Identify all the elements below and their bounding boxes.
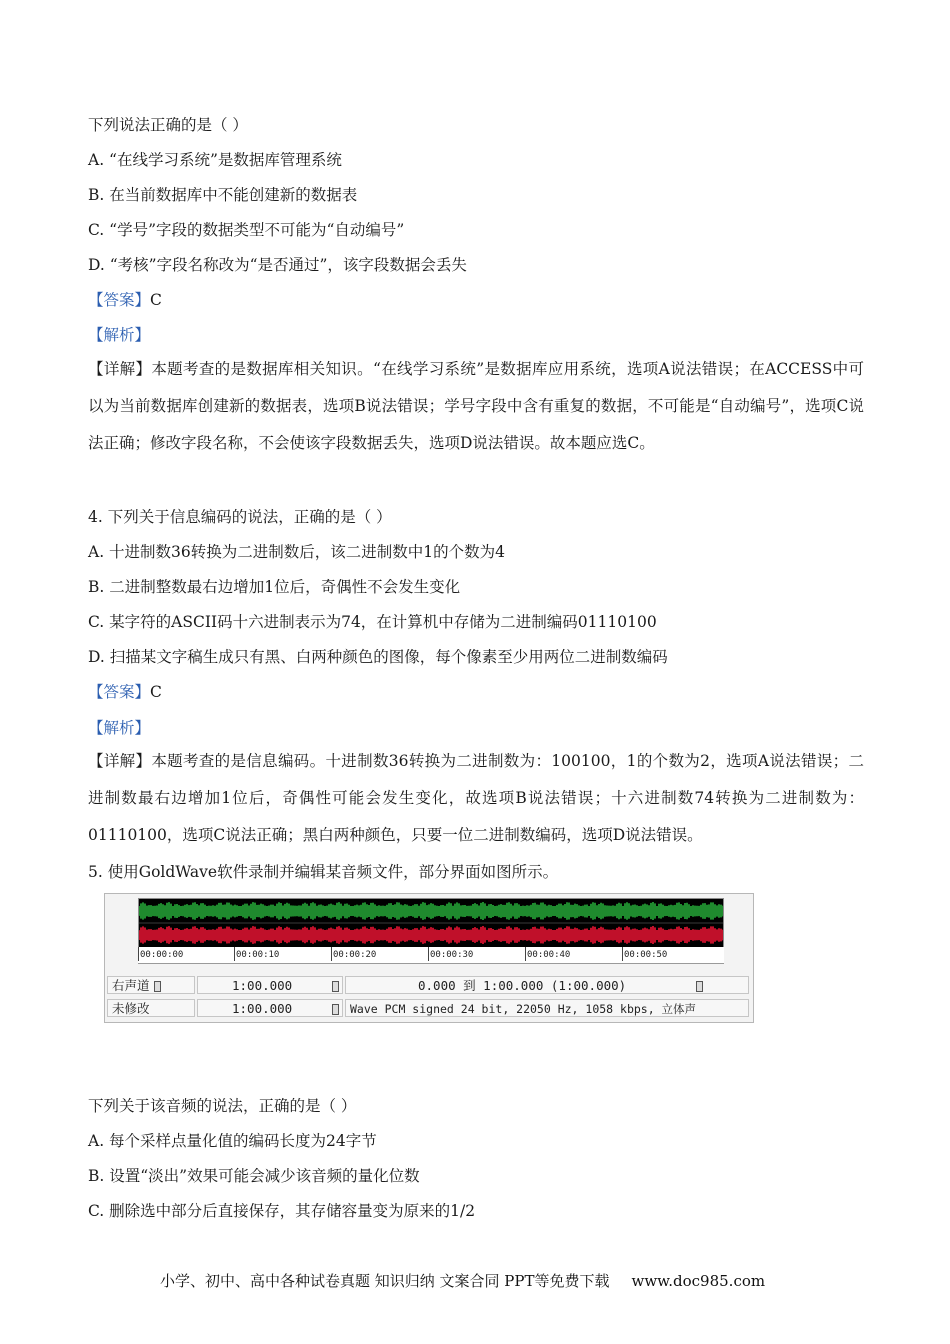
q4-option-c: C. 某字符的ASCII码十六进制表示为74，在计算机中存储为二进制编码01110100 [88,613,657,631]
q5-question: 下列关于该音频的说法，正确的是（ ） [88,1097,357,1115]
q4-stem: 4. 下列关于信息编码的说法，正确的是（ ） [88,508,392,526]
q5-option-b: B. 设置“淡出”效果可能会减少该音频的量化位数 [88,1167,420,1185]
waveform-graphic [139,899,723,947]
footer-url[interactable]: www.doc985.com [631,1272,766,1290]
q5-option-c: C. 删除选中部分后直接保存，其存储容量变为原来的1/2 [88,1202,476,1220]
grip-icon [154,981,161,992]
detail-text: 本题考查的是数据库相关知识。“在线学习系统”是数据库应用系统，选项A说法错误；在ACCESS中可以为当前数据库创建新的数据表，选项B说法错误；学号字段中含有重复的数据，不可能是“自动编号”，选项C说法正确；修改字段名称，不会使该字段数据丢失，选项D说法错误。故本题应选C。 [88,360,864,452]
footer [160,1270,765,1291]
timeline-label: 00:00:20 [333,950,376,960]
format-cell: Wave PCM signed 24 bit, 22050 Hz, 1058 kbps, 立体声 [345,999,749,1017]
q4-option-a: A. 十进制数36转换为二进制数后，该二进制数中1的个数为4 [88,543,505,561]
q4-answer [88,682,162,702]
timeline-label: 00:00:10 [236,950,279,960]
q4-detail [88,743,864,854]
status-row-2 [107,997,749,1019]
grip-icon [332,981,339,992]
q3-detail [88,351,864,462]
q3-stem: 下列说法正确的是（ ） [88,116,248,134]
timeline-label: 00:00:40 [527,950,570,960]
detail-text: 本题考查的是信息编码。十进制数36转换为二进制数为：100100，1的个数为2，选项A说法错误；二进制数最右边增加1位后，奇偶性可能会发生变化，故选项B说法错误；十六进制数74转换为二进制数为：01110100，选项C说法正确；黑白两种颜色，只要一位二进制数编码，选项D说法错误。 [88,752,864,844]
answer-value: C [150,683,162,701]
timeline-label: 00:00:00 [140,950,183,960]
grip-icon [332,1004,339,1015]
footer-text: 小学、初中、高中各种试卷真题 知识归纳 文案合同 PPT等免费下载 [160,1272,610,1290]
status-row-1 [107,974,749,996]
timeline-ruler [138,947,724,964]
state-cell: 未修改 [107,999,195,1017]
timeline-label: 00:00:50 [624,950,667,960]
q5-option-a: A. 每个采样点量化值的编码长度为24字节 [88,1132,377,1150]
answer-tag: 【答案】 [88,683,151,701]
answer-value: C [150,291,162,309]
goldwave-screenshot [104,893,754,1023]
q3-analysis-tag: 【解析】 [88,326,151,344]
q3-option-c: C. “学号”字段的数据类型不可能为“自动编号” [88,221,405,239]
waveform-display [138,898,724,948]
q3-option-a: A. “在线学习系统”是数据库管理系统 [88,151,342,169]
q3-answer [88,290,162,310]
q3-option-b: B. 在当前数据库中不能创建新的数据表 [88,186,358,204]
q5-stem: 5. 使用GoldWave软件录制并编辑某音频文件，部分界面如图所示。 [88,863,559,881]
left-channel-wave [139,902,723,920]
length-cell: 1:00.000 [197,976,343,994]
q3-option-d: D. “考核”字段名称改为“是否通过”，该字段数据会丢失 [88,256,467,274]
detail-tag: 【详解】 [88,752,152,770]
length-cell: 1:00.000 [197,999,343,1017]
timeline-label: 00:00:30 [430,950,473,960]
q4-option-d: D. 扫描某文字稿生成只有黑、白两种颜色的图像，每个像素至少用两位二进制数编码 [88,648,668,666]
right-channel-wave [139,926,723,944]
selection-cell: 0.000 到 1:00.000 (1:00.000) [345,976,749,994]
detail-tag: 【详解】 [88,360,152,378]
answer-tag: 【答案】 [88,291,151,309]
channel-cell: 右声道 [107,976,195,994]
q4-option-b: B. 二进制整数最右边增加1位后，奇偶性不会发生变化 [88,578,461,596]
q4-analysis-tag: 【解析】 [88,719,151,737]
grip-icon [696,981,703,992]
